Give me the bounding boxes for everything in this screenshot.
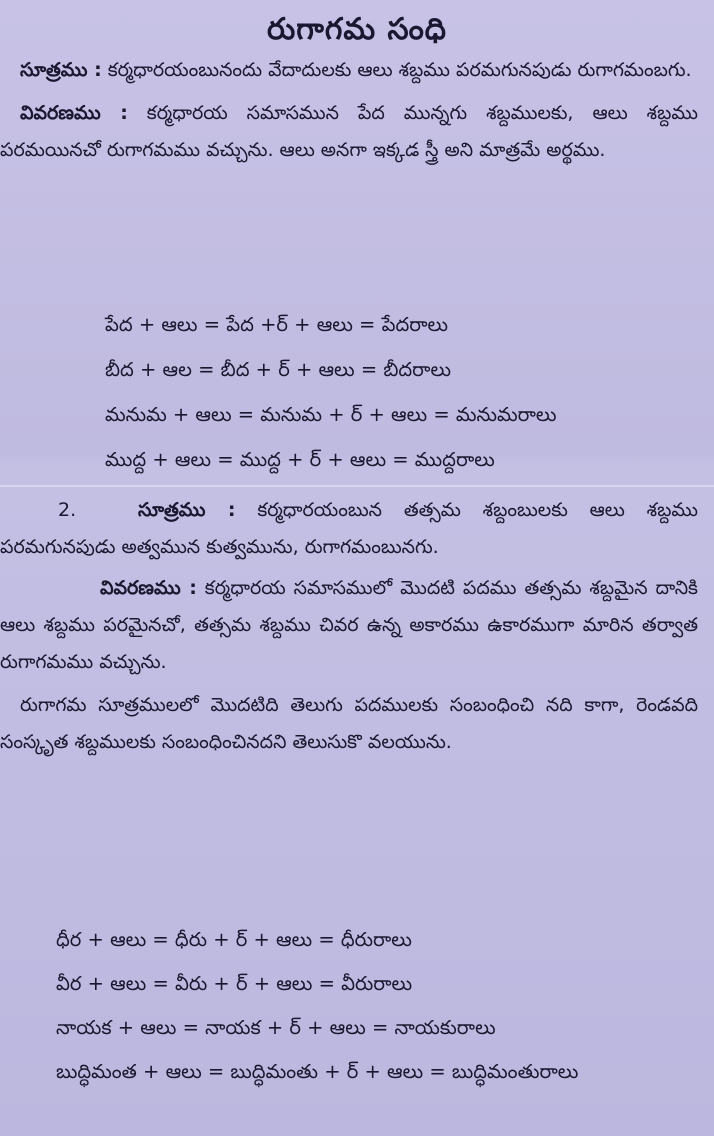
note-paragraph: రుగాగమ సూత్రములలో మొదటిది తెలుగు పదములకు సంబంధించి నది కాగా, రెండవది సంస్కృత శబ్దములకు సంబంధించినదని తెలుసుకొ వలయును. [0,694,698,753]
example-2-2: వీర + ఆలు = వీరు + ర్ + ఆలు = వీరురాలు [56,972,413,995]
vivaranam-label-1: వివరణము : [20,102,128,124]
section-number: 2. [58,499,77,521]
page-title: రుగాగమ సంధి [267,12,447,47]
example-1-2: బీద + ఆల = బీద + ర్ + ఆలు = బీదరాలు [105,358,452,381]
page-divider [0,485,714,487]
vivaranam-paragraph-2 [0,570,706,681]
vivaranam-paragraph-1 [0,95,706,169]
example-2-4: బుద్ధిమంత + ఆలు = బుద్ధిమంతు + ర్ + ఆలు = బుద్ధిమంతురాలు [56,1060,579,1083]
sutram-text-2: కర్మధారయంబున తత్సమ శబ్దంబులకు ఆలు శబ్దము పరమగునపుడు అత్వమున కుత్వమును, రుగాగమంబునగు. [0,499,699,558]
example-2-3: నాయక + ఆలు = నాయక + ర్ + ఆలు = నాయకురాలు [56,1016,496,1039]
vivaranam-label-2: వివరణము : [100,577,197,599]
sutram-text-1: కర్మధారయంబునందు వేదాదులకు ఆలు శబ్దము పరమగునపుడు రుగాగమంబగు. [107,59,692,81]
examples-list-1 [105,302,705,482]
sutram-paragraph-1 [0,52,706,89]
examples-list-2 [56,918,706,1094]
example-1-3: మనుమ + ఆలు = మనుమ + ర్ + ఆలు = మనుమరాలు [105,403,557,426]
example-2-1: ధీర + ఆలు = ధీరు + ర్ + ఆలు = ధీరురాలు [56,928,412,951]
sutram-label-1: సూత్రము : [20,59,102,81]
example-1-1: పేద + ఆలు = పేద +ర్ + ఆలు = పేదరాలు [105,313,449,336]
vivaranam-text-2: కర్మధారయ సమాసములో మొదటి పదము తత్సమ శబ్దమైన దానికి ఆలు శబ్దము పరమైనచో, తత్సమ శబ్దము చివర ఉన్న అకారము ఉకారముగా మారిన తర్వాత రుగాగమము వచ్చును. [0,577,698,673]
section-1 [0,52,706,169]
vivaranam-text-1: కర్మధారయ సమాసమున పేద మున్నగు శబ్దములకు, ఆలు శబ్దము పరమయినచో రుగాగమము వచ్చును. ఆలు అనగా ఇక్కడ స్త్రీ అని మాత్రమే అర్థము. [0,102,698,161]
example-1-4: ముద్ద + ఆలు = ముద్ద + ర్ + ఆలు = ముద్దరాలు [105,448,495,471]
sutram-label-2: సూత్రము : [138,499,236,521]
sutram-paragraph-2 [0,492,706,566]
section-2 [0,492,706,761]
